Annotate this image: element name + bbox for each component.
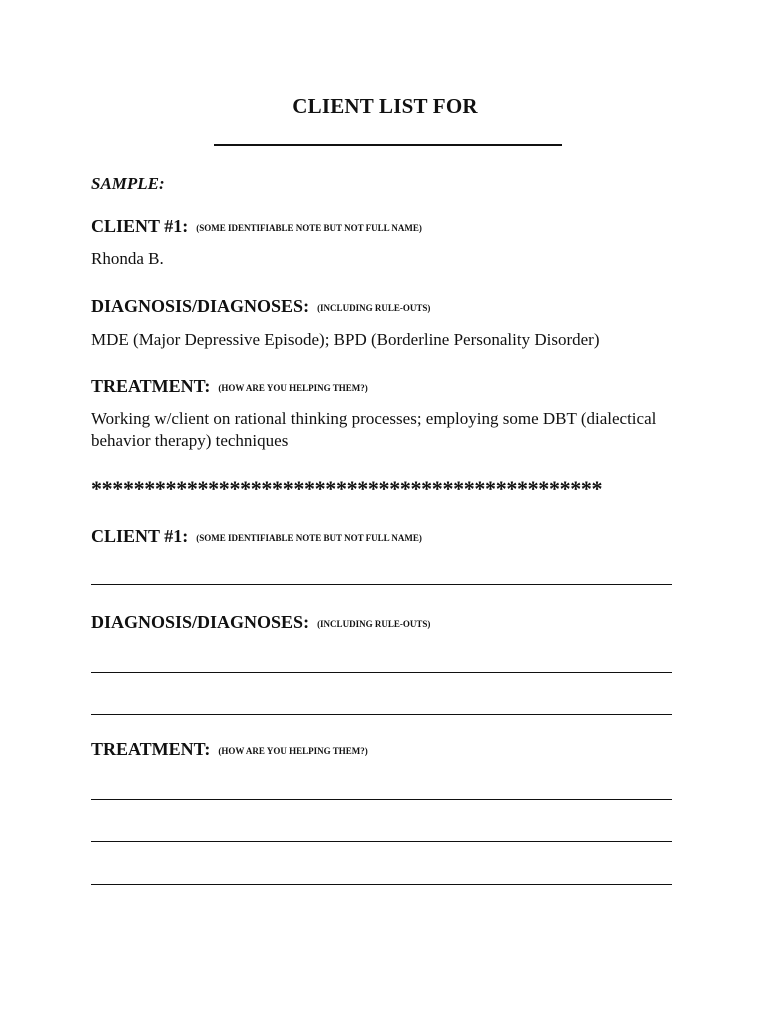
blank-diagnosis-label <box>91 612 430 633</box>
blank-diagnosis-note: (INCLUDING RULE-OUTS) <box>317 619 431 629</box>
blank-diagnosis-label-text: DIAGNOSIS/DIAGNOSES: <box>91 612 310 632</box>
sample-treatment-note: (HOW ARE YOU HELPING THEM?) <box>218 383 368 393</box>
separator-stars: ************************************************ <box>91 476 603 501</box>
sample-label: SAMPLE: <box>91 174 165 193</box>
blank-client-label <box>91 526 422 547</box>
sample-client-value: Rhonda B. <box>91 249 164 268</box>
title-underline-blank <box>214 144 562 146</box>
blank-treatment-label <box>91 739 368 760</box>
blank-treatment-label-text: TREATMENT: <box>91 739 211 759</box>
sample-treatment-label <box>91 376 368 397</box>
blank-diagnosis-line-2[interactable] <box>91 714 672 715</box>
sample-diagnosis-label-text: DIAGNOSIS/DIAGNOSES: <box>91 296 310 316</box>
blank-treatment-line-3[interactable] <box>91 884 672 885</box>
blank-treatment-note: (HOW ARE YOU HELPING THEM?) <box>218 746 368 756</box>
sample-client-label <box>91 216 422 237</box>
blank-client-line[interactable] <box>91 584 672 585</box>
document-title: CLIENT LIST FOR <box>292 94 478 118</box>
sample-client-label-text: CLIENT #1: <box>91 216 189 236</box>
blank-treatment-line-1[interactable] <box>91 799 672 800</box>
blank-client-label-text: CLIENT #1: <box>91 526 189 546</box>
sample-diagnosis-label <box>91 296 430 317</box>
sample-client-note: (SOME IDENTIFIABLE NOTE BUT NOT FULL NAME) <box>196 223 422 233</box>
sample-diagnosis-note: (INCLUDING RULE-OUTS) <box>317 303 431 313</box>
blank-client-note: (SOME IDENTIFIABLE NOTE BUT NOT FULL NAME) <box>196 533 422 543</box>
blank-diagnosis-line-1[interactable] <box>91 672 672 673</box>
sample-diagnosis-value: MDE (Major Depressive Episode); BPD (Borderline Personality Disorder) <box>91 330 600 349</box>
sample-treatment-value: Working w/client on rational thinking processes; employing some DBT (dialectical behavior therapy) techniques <box>91 409 657 450</box>
sample-treatment-label-text: TREATMENT: <box>91 376 211 396</box>
blank-treatment-line-2[interactable] <box>91 841 672 842</box>
